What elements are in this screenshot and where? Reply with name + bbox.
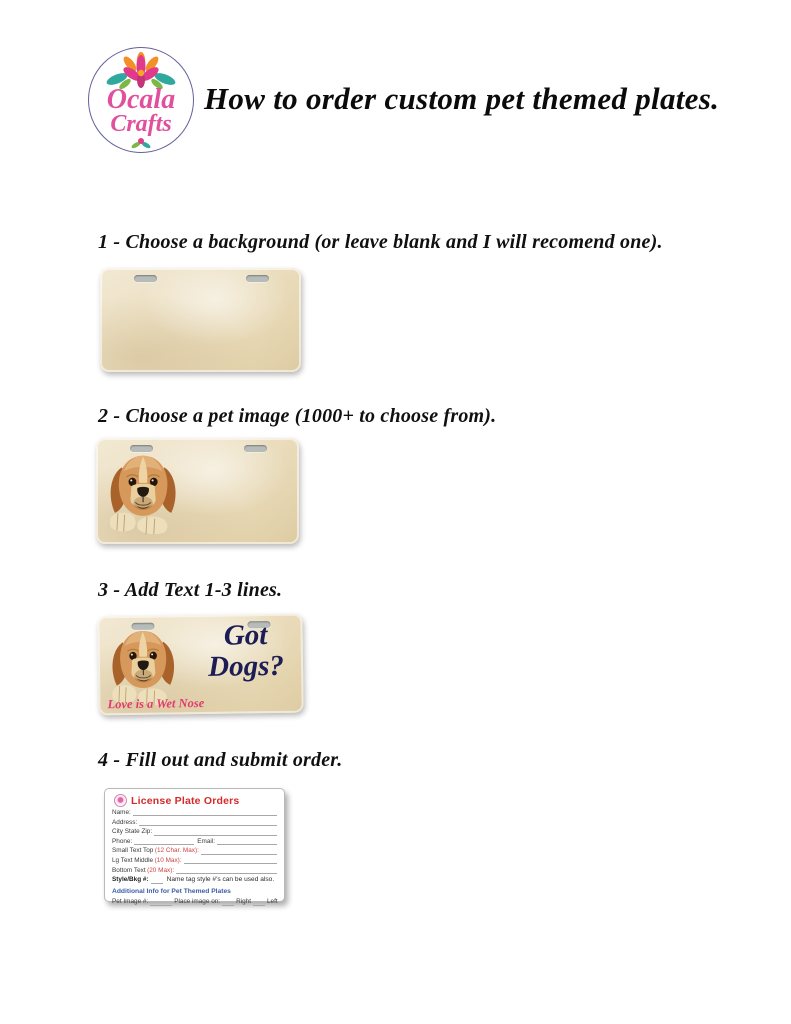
field-label: Small Text Top (112, 847, 154, 855)
step1-heading: 1 - Choose a background (or leave blank and I will recomend one). (98, 231, 663, 253)
field-note: (12 Char. Max): (154, 847, 199, 855)
step3-heading: 3 - Add Text 1-3 lines. (98, 579, 283, 601)
blank-line (139, 821, 277, 826)
blank-line (184, 859, 277, 864)
step2-heading: 2 - Choose a pet image (1000+ to choose from). (98, 405, 497, 427)
field-label: Address: (112, 818, 138, 826)
form-row-style-bkg (112, 877, 277, 884)
form-row-address (112, 820, 277, 826)
form-row-small-text-top (112, 848, 277, 854)
blank-line (201, 850, 277, 855)
blank-line (133, 811, 277, 816)
sprout-icon (128, 136, 154, 152)
form-row-phone-email (112, 839, 277, 845)
blank-line (151, 879, 163, 884)
ocala-crafts-logo (88, 47, 194, 153)
plate-blank-background (100, 268, 301, 372)
order-form-header (114, 794, 277, 807)
form-row-city-state-zip (112, 829, 277, 835)
option-label-right: Right (236, 898, 251, 906)
plate-slot-icon (134, 275, 157, 282)
field-label: City State Zip: (112, 828, 153, 836)
field-label: Bottom Text (112, 866, 146, 874)
plate-text-line1: Got (223, 619, 268, 652)
step4-heading: 4 - Fill out and submit order. (98, 749, 343, 771)
order-form-card (104, 788, 285, 906)
field-note: (10 Max): (154, 856, 182, 864)
field-label: Phone: (112, 837, 133, 845)
option-label-left: Left (267, 898, 278, 906)
blank-line (134, 840, 194, 845)
field-label: Email: (197, 837, 216, 845)
field-label: Name: (112, 809, 131, 816)
field-note: (20 Max): (147, 866, 175, 874)
plate-with-dog (96, 438, 299, 544)
blank-line (217, 840, 277, 845)
order-form-title: License Plate Orders (131, 794, 240, 807)
ocala-mini-logo-icon (114, 794, 127, 807)
logo-text-ocala: Ocala (106, 84, 176, 115)
field-label: Place image on: (174, 898, 221, 906)
field-label: Style/Bkg #: (112, 876, 149, 884)
plate-tagline: Love is a Wet Nose (107, 695, 205, 712)
plate-main-text (191, 620, 300, 684)
field-label: Pet Image #: (112, 898, 149, 906)
plate-text-line2: Dogs? (207, 650, 285, 684)
form-row-name (112, 810, 277, 816)
plate-slot-icon (246, 275, 269, 282)
plate-slot-icon (244, 445, 267, 452)
form-row-bottom-text (112, 868, 277, 874)
blank-line (222, 901, 234, 906)
form-row-lg-text-middle (112, 858, 277, 864)
form-section-header: Additional Info for Pet Themed Plates (112, 888, 231, 896)
plate-with-dog-and-text (97, 614, 303, 716)
labrador-dog-illustration (102, 446, 190, 543)
blank-line (176, 869, 277, 874)
field-suffix: Name tag style #'s can be used also. (166, 876, 275, 884)
page-title: How to order custom pet themed plates. (204, 81, 720, 116)
field-label: Lg Text Middle (112, 856, 154, 864)
logo-text-crafts: Crafts (110, 111, 172, 137)
blank-line (154, 831, 277, 836)
form-row-pet-image (112, 899, 277, 905)
blank-line (253, 901, 265, 906)
blank-line (150, 901, 172, 906)
